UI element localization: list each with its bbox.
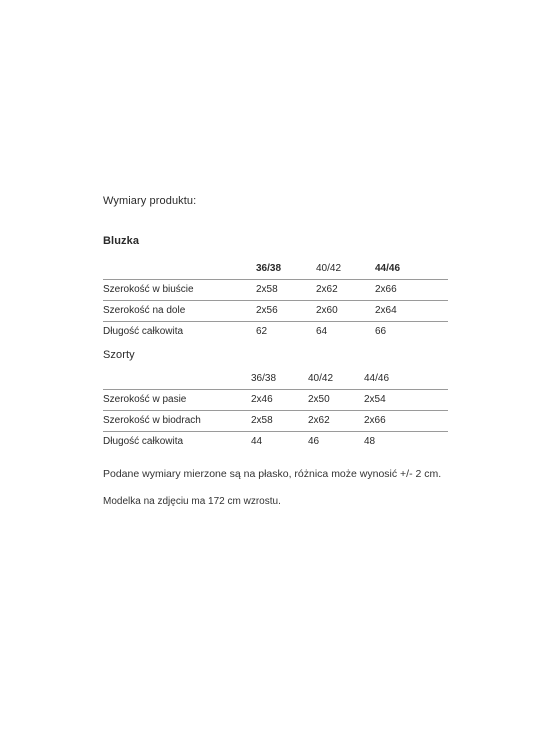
size-header: 40/42 xyxy=(308,373,334,385)
row-label: Szerokość w biuście xyxy=(103,279,256,300)
row-label: Długość całkowita xyxy=(103,321,256,342)
table-cell: 2x66 xyxy=(364,410,448,431)
table-cell: 64 xyxy=(316,321,375,342)
table-cell: 44 xyxy=(251,431,308,452)
table-header-row xyxy=(103,259,448,279)
table-row xyxy=(103,321,448,342)
size-header: 40/42 xyxy=(316,263,342,275)
table-row xyxy=(103,410,448,431)
table-cell: 2x62 xyxy=(308,410,364,431)
table-cell: 2x62 xyxy=(316,279,375,300)
measurement-note: Podane wymiary mierzone są na płasko, różnica może wynosić +/- 2 cm. xyxy=(103,468,442,480)
size-header: 44/46 xyxy=(375,263,401,275)
table-cell: 2x58 xyxy=(251,410,308,431)
table-cell: 66 xyxy=(375,321,448,342)
row-label: Długość całkowita xyxy=(103,431,251,452)
table-cell: 2x58 xyxy=(256,279,316,300)
table-row xyxy=(103,279,448,300)
table-cell: 2x54 xyxy=(364,389,448,410)
table-cell: 62 xyxy=(256,321,316,342)
size-table-bluzka xyxy=(103,259,448,342)
table-row xyxy=(103,389,448,410)
table-row xyxy=(103,431,448,452)
table-cell: 46 xyxy=(308,431,364,452)
table-cell: 48 xyxy=(364,431,448,452)
table-row xyxy=(103,300,448,321)
row-label: Szerokość na dole xyxy=(103,300,256,321)
table-cell: 2x60 xyxy=(316,300,375,321)
table-cell: 2x64 xyxy=(375,300,448,321)
section-title-szorty: Szorty xyxy=(103,349,135,361)
empty-header-cell xyxy=(103,259,256,279)
row-label: Szerokość w pasie xyxy=(103,389,251,410)
empty-header-cell xyxy=(103,369,251,389)
table-cell: 2x46 xyxy=(251,389,308,410)
table-cell: 2x56 xyxy=(256,300,316,321)
table-cell: 2x50 xyxy=(308,389,364,410)
size-table-szorty xyxy=(103,369,448,452)
size-header: 36/38 xyxy=(256,263,282,275)
product-dimensions-title: Wymiary produktu: xyxy=(103,195,197,207)
size-header: 36/38 xyxy=(251,373,277,385)
size-header: 44/46 xyxy=(364,373,390,385)
row-label: Szerokość w biodrach xyxy=(103,410,251,431)
table-cell: 2x66 xyxy=(375,279,448,300)
model-height-note: Modelka na zdjęciu ma 172 cm wzrostu. xyxy=(103,496,281,507)
section-title-bluzka: Bluzka xyxy=(103,235,140,247)
table-header-row xyxy=(103,369,448,389)
